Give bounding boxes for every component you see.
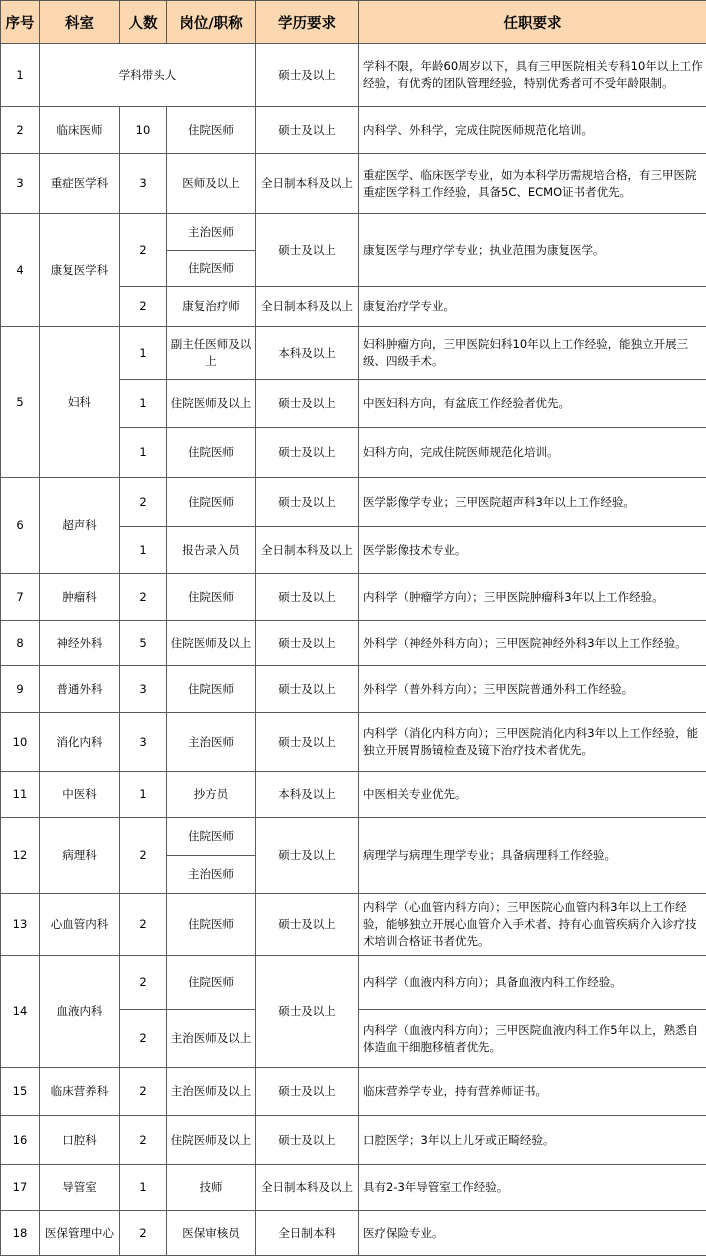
- cell-req: 内科学（消化内科方向）；三甲医院消化内科3年以上工作经验，能独立开展胃肠镜检查及镜下治疗技术者优先。: [359, 713, 706, 772]
- cell-post: 技师: [167, 1165, 256, 1211]
- cell-no: 9: [1, 666, 40, 713]
- cell-req: 外科学（普外科方向）；三甲医院普通外科工作经验。: [359, 666, 706, 713]
- cell-count: 1: [120, 772, 167, 818]
- cell-req: 内科学（血液内科方向）；具备血液内科工作经验。: [359, 956, 706, 1010]
- cell-edu: 全日制本科及以上: [256, 154, 359, 214]
- cell-dept: 临床营养科: [40, 1068, 120, 1116]
- cell-edu: 硕士及以上: [256, 713, 359, 772]
- cell-count: 5: [120, 621, 167, 666]
- cell-no: 4: [1, 214, 40, 327]
- cell-count: 2: [120, 1068, 167, 1116]
- cell-count: 2: [120, 287, 167, 327]
- cell-req: 临床营养学专业，持有营养师证书。: [359, 1068, 706, 1116]
- cell-dept: 中医科: [40, 772, 120, 818]
- cell-post: 报告录入员: [167, 527, 256, 574]
- cell-dept: 病理科: [40, 818, 120, 894]
- table-row: [1, 214, 706, 251]
- header-edu: 学历要求: [256, 1, 359, 44]
- cell-no: 13: [1, 894, 40, 956]
- cell-count: 10: [120, 107, 167, 154]
- cell-count: 1: [120, 1165, 167, 1211]
- cell-req: 康复医学与理疗学专业；执业范围为康复医学。: [359, 214, 706, 287]
- cell-post: 医师及以上: [167, 154, 256, 214]
- cell-post: 住院医师: [167, 666, 256, 713]
- cell-edu: 硕士及以上: [256, 666, 359, 713]
- table-row: [1, 894, 706, 956]
- cell-edu: 硕士及以上: [256, 894, 359, 956]
- cell-edu: 硕士及以上: [256, 44, 359, 107]
- cell-post: 抄方员: [167, 772, 256, 818]
- cell-edu: 本科及以上: [256, 327, 359, 380]
- cell-count: 2: [120, 1211, 167, 1256]
- cell-no: 8: [1, 621, 40, 666]
- cell-edu: 硕士及以上: [256, 621, 359, 666]
- cell-no: 10: [1, 713, 40, 772]
- cell-count: 1: [120, 380, 167, 428]
- cell-no: 16: [1, 1116, 40, 1165]
- cell-no: 15: [1, 1068, 40, 1116]
- table-row: [1, 621, 706, 666]
- cell-edu: 硕士及以上: [256, 818, 359, 894]
- cell-edu: 硕士及以上: [256, 380, 359, 428]
- cell-dept: 学科带头人: [40, 44, 256, 107]
- cell-req: 康复治疗学专业。: [359, 287, 706, 327]
- cell-dept: 普通外科: [40, 666, 120, 713]
- cell-post: 住院医师: [167, 251, 256, 287]
- cell-dept: 口腔科: [40, 1116, 120, 1165]
- table-row: [1, 666, 706, 713]
- cell-count: 2: [120, 818, 167, 894]
- cell-count: 2: [120, 956, 167, 1010]
- cell-edu: 硕士及以上: [256, 214, 359, 287]
- cell-count: 3: [120, 666, 167, 713]
- cell-req: 内科学（血液内科方向）；三甲医院血液内科工作5年以上，熟悉自体造血干细胞移植者优先。: [359, 1010, 706, 1068]
- cell-edu: 硕士及以上: [256, 428, 359, 478]
- cell-edu: 硕士及以上: [256, 574, 359, 621]
- table-row: [1, 107, 706, 154]
- cell-no: 18: [1, 1211, 40, 1256]
- header-count: 人数: [120, 1, 167, 44]
- cell-post: 副主任医师及以上: [167, 327, 256, 380]
- cell-req: 妇科肿瘤方向，三甲医院妇科10年以上工作经验，能独立开展三级、四级手术。: [359, 327, 706, 380]
- header-post: 岗位/职称: [167, 1, 256, 44]
- cell-dept: 神经外科: [40, 621, 120, 666]
- table-row: [1, 478, 706, 527]
- cell-no: 7: [1, 574, 40, 621]
- cell-req: 内科学（心血管内科方向）；三甲医院心血管内科3年以上工作经验，能够独立开展心血管介入手术者、持有心血管疾病介入诊疗技术培训合格证书者优先。: [359, 894, 706, 956]
- cell-count: 2: [120, 214, 167, 287]
- cell-no: 12: [1, 818, 40, 894]
- table-row: [1, 713, 706, 772]
- cell-dept: 血液内科: [40, 956, 120, 1068]
- cell-post: 住院医师: [167, 818, 256, 856]
- cell-post: 住院医师: [167, 574, 256, 621]
- cell-post: 主治医师: [167, 713, 256, 772]
- cell-post: 住院医师: [167, 894, 256, 956]
- cell-post: 医保审核员: [167, 1211, 256, 1256]
- cell-count: 1: [120, 428, 167, 478]
- cell-count: 2: [120, 1010, 167, 1068]
- cell-post: 住院医师: [167, 428, 256, 478]
- cell-count: 2: [120, 478, 167, 527]
- cell-post: 主治医师及以上: [167, 1010, 256, 1068]
- cell-post: 主治医师: [167, 214, 256, 251]
- cell-dept: 重症医学科: [40, 154, 120, 214]
- cell-req: 妇科方向，完成住院医师规范化培训。: [359, 428, 706, 478]
- table-row: [1, 1165, 706, 1211]
- cell-no: 1: [1, 44, 40, 107]
- header-row: [1, 1, 706, 44]
- cell-req: 中医妇科方向，有盆底工作经验者优先。: [359, 380, 706, 428]
- cell-edu: 全日制本科: [256, 1211, 359, 1256]
- cell-count: 2: [120, 894, 167, 956]
- cell-post: 住院医师: [167, 107, 256, 154]
- cell-post: 主治医师及以上: [167, 1068, 256, 1116]
- cell-no: 3: [1, 154, 40, 214]
- table-row: [1, 1068, 706, 1116]
- cell-no: 11: [1, 772, 40, 818]
- table-row: [1, 574, 706, 621]
- table-row: [1, 1116, 706, 1165]
- cell-req: 内科学（肿瘤学方向）；三甲医院肿瘤科3年以上工作经验。: [359, 574, 706, 621]
- cell-count: 1: [120, 527, 167, 574]
- cell-count: 3: [120, 713, 167, 772]
- cell-no: 14: [1, 956, 40, 1068]
- cell-post: 康复治疗师: [167, 287, 256, 327]
- cell-no: 6: [1, 478, 40, 574]
- cell-count: 2: [120, 1116, 167, 1165]
- cell-post: 住院医师及以上: [167, 380, 256, 428]
- table-row: [1, 772, 706, 818]
- cell-req: 外科学（神经外科方向）；三甲医院神经外科3年以上工作经验。: [359, 621, 706, 666]
- header-no: 序号: [1, 1, 40, 44]
- cell-no: 2: [1, 107, 40, 154]
- header-req: 任职要求: [359, 1, 706, 44]
- cell-no: 5: [1, 327, 40, 478]
- cell-req: 中医相关专业优先。: [359, 772, 706, 818]
- table-row: [1, 154, 706, 214]
- cell-dept: 妇科: [40, 327, 120, 478]
- cell-req: 医疗保险专业。: [359, 1211, 706, 1256]
- cell-edu: 全日制本科及以上: [256, 287, 359, 327]
- table-row: [1, 818, 706, 856]
- cell-req: 病理学与病理生理学专业；具备病理科工作经验。: [359, 818, 706, 894]
- cell-dept: 消化内科: [40, 713, 120, 772]
- cell-dept: 肿瘤科: [40, 574, 120, 621]
- table-row: [1, 327, 706, 380]
- header-dept: 科室: [40, 1, 120, 44]
- cell-req: 内科学、外科学，完成住院医师规范化培训。: [359, 107, 706, 154]
- cell-count: 2: [120, 574, 167, 621]
- cell-req: 重症医学、临床医学专业，如为本科学历需规培合格，有三甲医院重症医学科工作经验，具备5C、ECMO证书者优先。: [359, 154, 706, 214]
- cell-dept: 康复医学科: [40, 214, 120, 327]
- cell-req: 医学影像技术专业。: [359, 527, 706, 574]
- table-row: [1, 956, 706, 1010]
- cell-dept: 医保管理中心: [40, 1211, 120, 1256]
- cell-edu: 硕士及以上: [256, 1068, 359, 1116]
- table-row: [1, 44, 706, 107]
- cell-edu: 本科及以上: [256, 772, 359, 818]
- cell-edu: 全日制本科及以上: [256, 1165, 359, 1211]
- cell-post: 住院医师: [167, 478, 256, 527]
- cell-req: 口腔医学；3年以上儿牙或正畸经验。: [359, 1116, 706, 1165]
- cell-post: 主治医师: [167, 856, 256, 894]
- table-row: [1, 1211, 706, 1256]
- cell-edu: 硕士及以上: [256, 107, 359, 154]
- cell-post: 住院医师及以上: [167, 621, 256, 666]
- cell-edu: 全日制本科及以上: [256, 527, 359, 574]
- cell-dept: 临床医师: [40, 107, 120, 154]
- cell-dept: 超声科: [40, 478, 120, 574]
- cell-req: 学科不限，年龄60周岁以下，具有三甲医院相关专科10年以上工作经验，有优秀的团队管理经验，特别优秀者可不受年龄限制。: [359, 44, 706, 107]
- cell-post: 住院医师及以上: [167, 1116, 256, 1165]
- cell-edu: 硕士及以上: [256, 1116, 359, 1165]
- cell-req: 具有2-3年导管室工作经验。: [359, 1165, 706, 1211]
- cell-edu: 硕士及以上: [256, 478, 359, 527]
- cell-edu: 硕士及以上: [256, 956, 359, 1068]
- cell-no: 17: [1, 1165, 40, 1211]
- cell-dept: 心血管内科: [40, 894, 120, 956]
- cell-post: 住院医师: [167, 956, 256, 1010]
- cell-dept: 导管室: [40, 1165, 120, 1211]
- cell-req: 医学影像学专业；三甲医院超声科3年以上工作经验。: [359, 478, 706, 527]
- cell-count: 3: [120, 154, 167, 214]
- cell-count: 1: [120, 327, 167, 380]
